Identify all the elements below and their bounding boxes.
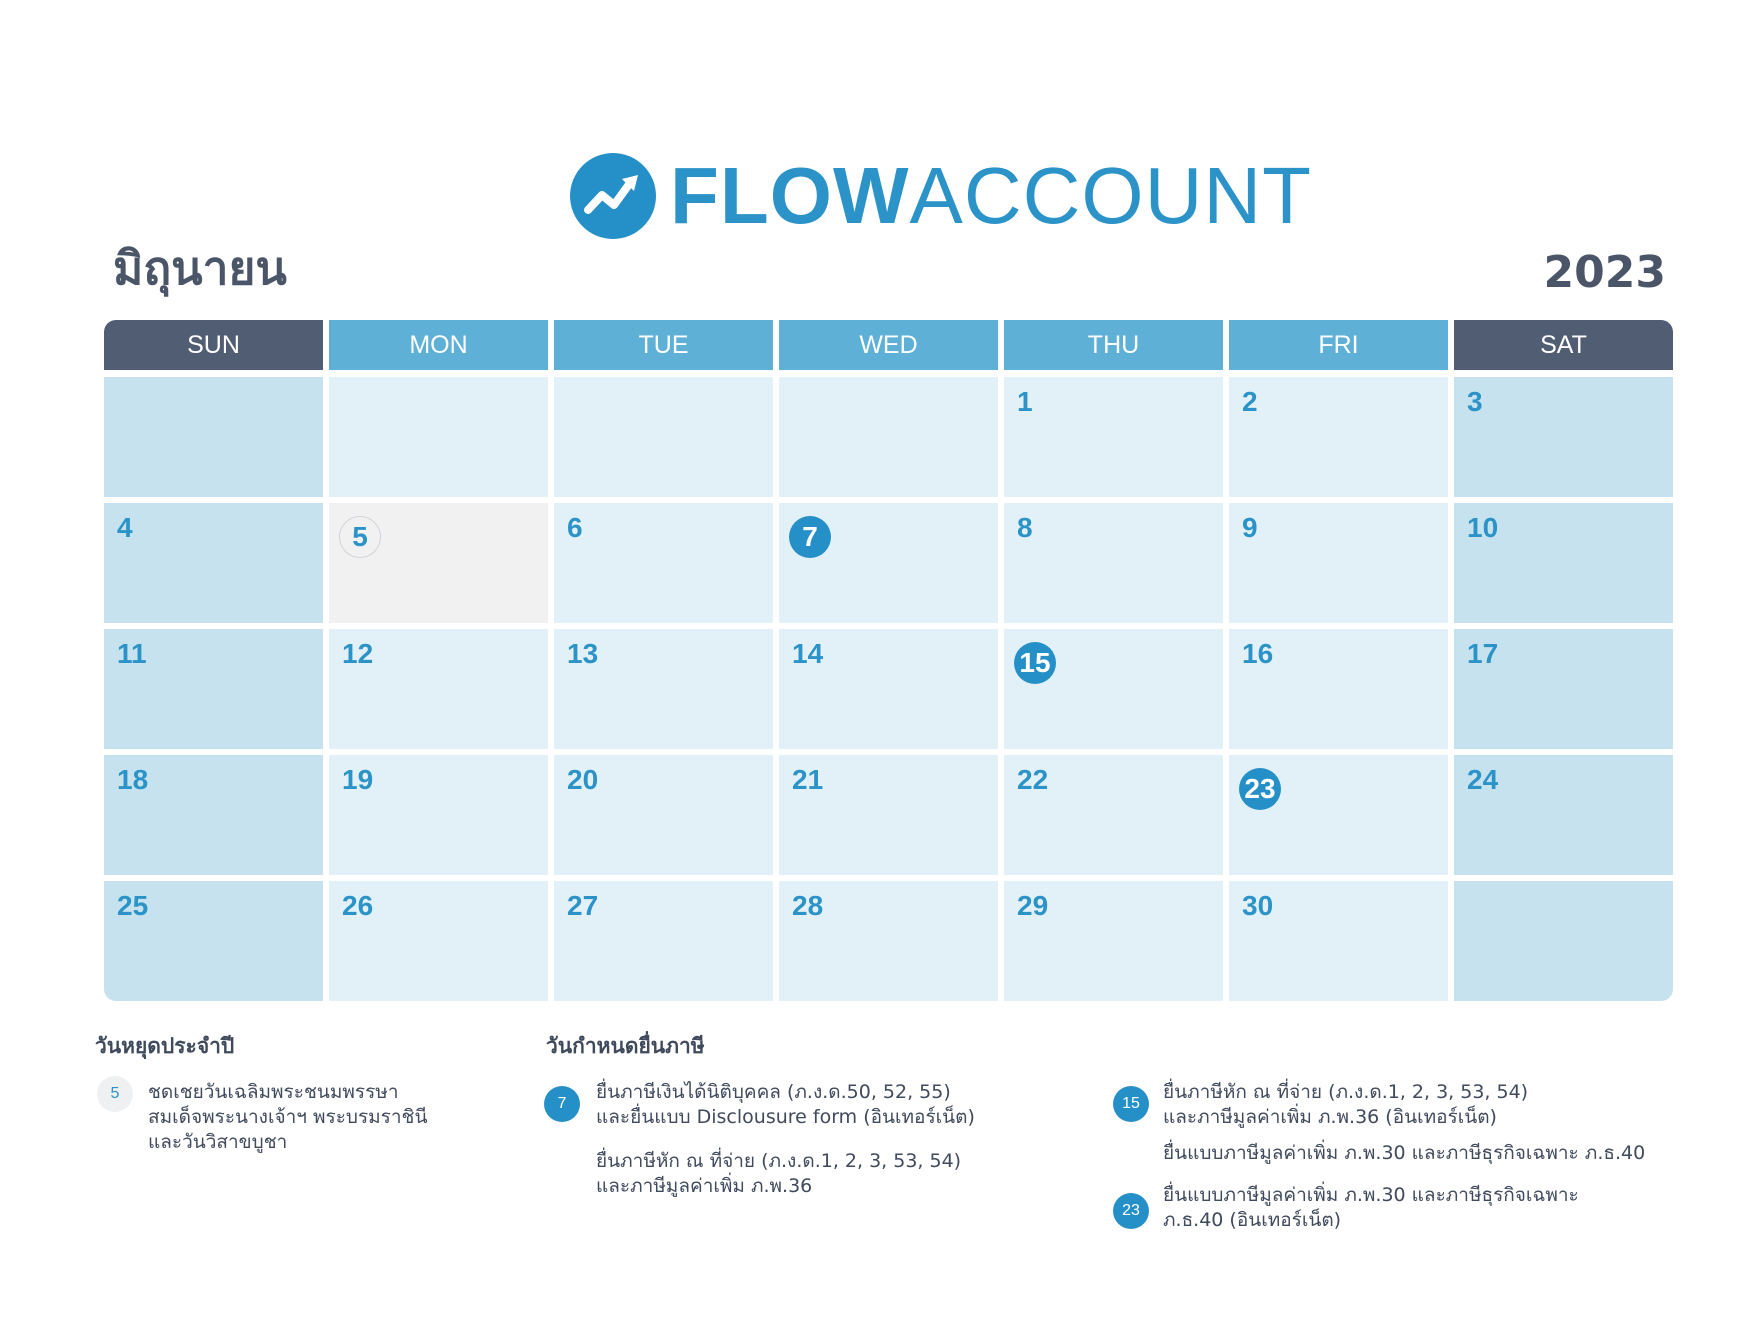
day-number: 10 <box>1467 512 1499 543</box>
tax15-line: ยื่นแบบภาษีมูลค่าเพิ่ม ภ.พ.30 และภาษีธุรกิจเฉพาะ ภ.ธ.40 <box>1163 1142 1646 1164</box>
empty-day-cell <box>779 377 998 497</box>
day-cell-20[interactable] <box>554 755 773 875</box>
day-cell-21[interactable] <box>779 755 998 875</box>
holiday-badge: 5 <box>97 1076 133 1112</box>
tax23-note <box>1163 1183 1579 1233</box>
weekday-header-mon: MON <box>329 320 548 370</box>
day-number: 17 <box>1467 638 1499 669</box>
holiday-section-title: วันหยุดประจำปี <box>95 1034 235 1058</box>
day-number: 4 <box>117 512 133 543</box>
holiday-line: ชดเชยวันเฉลิมพระชนมพรรษา <box>148 1081 399 1103</box>
tax15-line: ยื่นภาษีหัก ณ ที่จ่าย (ภ.ง.ด.1, 2, 3, 53, 54) <box>1163 1081 1529 1103</box>
day-cell-11[interactable] <box>104 629 323 749</box>
tax7-line: ยื่นภาษีหัก ณ ที่จ่าย (ภ.ง.ด.1, 2, 3, 53, 54) <box>596 1150 962 1172</box>
day-number: 6 <box>567 512 583 543</box>
calendar-grid <box>104 320 1665 1000</box>
day-number: 22 <box>1017 764 1049 795</box>
day-number: 27 <box>567 890 599 921</box>
day-cell-2[interactable] <box>1229 377 1448 497</box>
trend-line-icon <box>570 153 656 239</box>
day-cell-29[interactable] <box>1004 881 1223 1001</box>
day-number: 13 <box>567 638 599 669</box>
tax15-line: และภาษีมูลค่าเพิ่ม ภ.พ.36 (อินเทอร์เน็ต) <box>1163 1106 1497 1128</box>
day-number: 18 <box>117 764 149 795</box>
day-cell-28[interactable] <box>779 881 998 1001</box>
day-cell-1[interactable] <box>1004 377 1223 497</box>
day-cell-7[interactable] <box>779 503 998 623</box>
tax7-line: และยื่นแบบ Disclousure form (อินเทอร์เน็ต) <box>596 1106 975 1128</box>
day-cell-4[interactable] <box>104 503 323 623</box>
holiday-line: สมเด็จพระนางเจ้าฯ พระบรมราชินี <box>148 1106 428 1128</box>
tax23-badge: 23 <box>1113 1193 1149 1229</box>
flowaccount-logo <box>570 153 1312 239</box>
tax23-line: ยื่นแบบภาษีมูลค่าเพิ่ม ภ.พ.30 และภาษีธุรกิจเฉพาะ <box>1163 1184 1579 1206</box>
brand-wordmark <box>670 153 1312 239</box>
empty-day-cell <box>1454 881 1673 1001</box>
day-cell-17[interactable] <box>1454 629 1673 749</box>
tax7-line: และภาษีมูลค่าเพิ่ม ภ.พ.36 <box>596 1175 813 1197</box>
weekday-header-wed: WED <box>779 320 998 370</box>
day-number: 7 <box>789 516 831 558</box>
tax15-note-2 <box>1163 1141 1645 1166</box>
empty-day-cell <box>329 377 548 497</box>
day-cell-3[interactable] <box>1454 377 1673 497</box>
day-cell-27[interactable] <box>554 881 773 1001</box>
weekday-header-sun: SUN <box>104 320 323 370</box>
day-cell-6[interactable] <box>554 503 773 623</box>
tax15-note <box>1163 1080 1528 1130</box>
tax7-note <box>596 1080 975 1130</box>
year-title: 2023 <box>1543 247 1666 298</box>
day-number: 11 <box>117 638 147 669</box>
day-cell-23[interactable] <box>1229 755 1448 875</box>
day-number: 2 <box>1242 386 1258 417</box>
tax7-line: ยื่นภาษีเงินได้นิติบุคคล (ภ.ง.ด.50, 52, 55) <box>596 1081 951 1103</box>
day-cell-24[interactable] <box>1454 755 1673 875</box>
empty-day-cell <box>554 377 773 497</box>
day-number: 19 <box>342 764 374 795</box>
day-number: 24 <box>1467 764 1499 795</box>
day-cell-25[interactable] <box>104 881 323 1001</box>
day-cell-9[interactable] <box>1229 503 1448 623</box>
holiday-line: และวันวิสาขบูชา <box>148 1131 288 1153</box>
day-cell-14[interactable] <box>779 629 998 749</box>
day-number: 14 <box>792 638 824 669</box>
day-number: 29 <box>1017 890 1049 921</box>
day-number: 12 <box>342 638 374 669</box>
day-cell-5[interactable] <box>329 503 548 623</box>
day-number: 16 <box>1242 638 1274 669</box>
day-number: 8 <box>1017 512 1033 543</box>
weekday-header-tue: TUE <box>554 320 773 370</box>
day-number: 15 <box>1014 642 1056 684</box>
day-cell-16[interactable] <box>1229 629 1448 749</box>
month-title: มิถุนายน <box>113 241 287 295</box>
empty-day-cell <box>104 377 323 497</box>
tax15-badge: 15 <box>1113 1086 1149 1122</box>
day-number: 23 <box>1239 768 1281 810</box>
day-number: 30 <box>1242 890 1274 921</box>
day-cell-13[interactable] <box>554 629 773 749</box>
day-number: 21 <box>792 764 824 795</box>
holiday-note <box>148 1080 427 1155</box>
day-cell-18[interactable] <box>104 755 323 875</box>
day-cell-12[interactable] <box>329 629 548 749</box>
brand-account: ACCOUNT <box>909 151 1313 240</box>
tax23-line: ภ.ธ.40 (อินเทอร์เน็ต) <box>1163 1209 1342 1231</box>
weekday-header-thu: THU <box>1004 320 1223 370</box>
day-number: 3 <box>1467 386 1483 417</box>
day-number: 20 <box>567 764 599 795</box>
tax-section-title: วันกำหนดยื่นภาษี <box>546 1034 705 1058</box>
day-number: 26 <box>342 890 374 921</box>
day-cell-22[interactable] <box>1004 755 1223 875</box>
day-cell-30[interactable] <box>1229 881 1448 1001</box>
day-cell-26[interactable] <box>329 881 548 1001</box>
tax7-note-2 <box>596 1149 961 1199</box>
day-cell-19[interactable] <box>329 755 548 875</box>
weekday-header-fri: FRI <box>1229 320 1448 370</box>
brand-flow: FLOW <box>670 151 910 240</box>
day-cell-15[interactable] <box>1004 629 1223 749</box>
day-cell-10[interactable] <box>1454 503 1673 623</box>
day-cell-8[interactable] <box>1004 503 1223 623</box>
day-number: 1 <box>1017 386 1033 417</box>
day-number: 9 <box>1242 512 1258 543</box>
tax7-badge: 7 <box>544 1086 580 1122</box>
weekday-header-sat: SAT <box>1454 320 1673 370</box>
day-number: 5 <box>339 516 381 558</box>
day-number: 28 <box>792 890 824 921</box>
day-number: 25 <box>117 890 149 921</box>
